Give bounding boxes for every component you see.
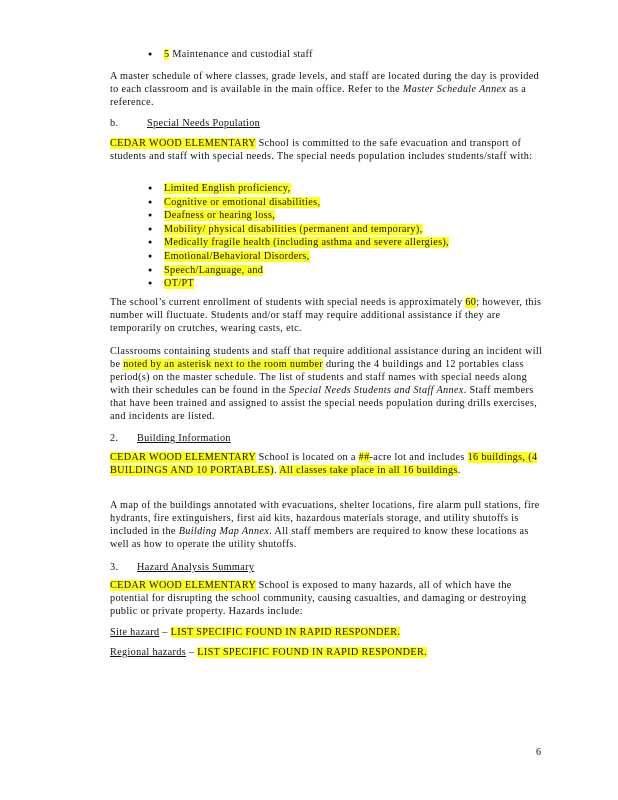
section-3-heading: 3. Hazard Analysis Summary	[110, 562, 255, 573]
building-info-paragraph: CEDAR WOOD ELEMENTARY School is located on a ##-acre lot and includes 16 buildings, (4 BUILDINGS AND 10 PORTABLES). All classes take place in all 16 buildings.	[110, 452, 538, 476]
hazard-paragraph: CEDAR WOOD ELEMENTARY School is exposed to many hazards, all of which have the potential for disrupting the school community, causing casualties, and damaging or destroying public or private property. Hazards include:	[110, 580, 527, 617]
list-item: ● Mobility/ physical disabilities (permanent and temporary),	[148, 223, 449, 237]
list-item: ● 5 Maintenance and custodial staff	[148, 48, 313, 62]
special-needs-list	[148, 182, 449, 291]
special-needs-intro: CEDAR WOOD ELEMENTARY School is committed to the safe evacuation and transport of students and staff with special needs. The special needs population includes students/staff with:	[110, 138, 533, 162]
staff-bullet-list	[148, 48, 313, 62]
list-item: ● Deafness or hearing loss,	[148, 209, 449, 223]
list-item: ● Medically fragile health (including asthma and severe allergies),	[148, 236, 449, 250]
section-2-heading: 2. Building Information	[110, 433, 231, 444]
section-b-heading: b. Special Needs Population	[110, 118, 261, 129]
site-hazard-line: Site hazard – LIST SPECIFIC FOUND IN RAPID RESPONDER.	[110, 627, 401, 638]
building-map-paragraph: A map of the buildings annotated with evacuations, shelter locations, fire alarm pull stations, fire hydrants, fire extinguishers, first aid kits, hazardous materials storage, and utility shutoffs is included in the Building Map Annex. All staff members are required to know these locations as well as how to operate the utility shutoffs.	[110, 500, 540, 550]
regional-hazards-line: Regional hazards – LIST SPECIFIC FOUND IN RAPID RESPONDER.	[110, 647, 427, 658]
list-item: ● OT/PT	[148, 277, 449, 291]
list-item: ● Cognitive or emotional disabilities,	[148, 196, 449, 210]
list-item: ● Speech/Language, and	[148, 264, 449, 278]
list-item: ● Emotional/Behavioral Disorders,	[148, 250, 449, 264]
enrollment-paragraph: The school’s current enrollment of students with special needs is approximately 60; however, this number will fluctuate. Students and/or staff may require additional assistance if they are temporarily on crutches, wearing casts, etc.	[110, 297, 542, 334]
page-number: 6	[536, 747, 541, 758]
master-schedule-paragraph: A master schedule of where classes, grade levels, and staff are located during the day is provided to each classroom and is available in the main office. Refer to the Master Schedule Annex as a reference.	[110, 71, 540, 108]
classrooms-paragraph: Classrooms containing students and staff that require additional assistance during an incident will be noted by an asterisk next to the room number during the 4 buildings and 12 portables class period(s) on the master schedule. The list of students and staff names with special needs along with their schedules can be found in the Special Needs Students and Staff Annex. Staff members that have been trained and assigned to assist the special needs population during drills exercises, and incidents are listed.	[110, 346, 543, 422]
list-item: ● Limited English proficiency,	[148, 182, 449, 196]
